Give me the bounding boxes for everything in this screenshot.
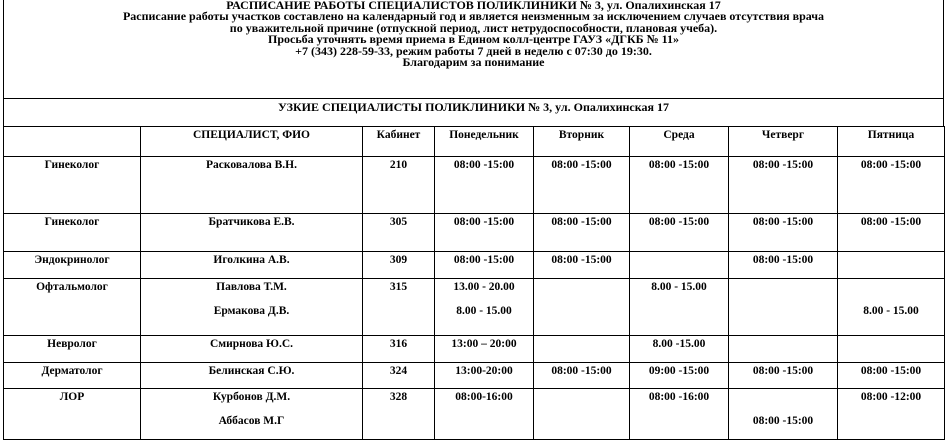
table-row [4, 279, 945, 336]
tuesday-cell: 08:00 -15:00 [551, 365, 612, 377]
monday-cell: 08:00-16:00 [455, 391, 513, 403]
col-header-room: Кабинет [363, 127, 435, 157]
section-subtitle [3, 99, 944, 127]
col-header-doctor: СПЕЦИАЛИСТ, ФИО [141, 127, 363, 157]
specialty-cell: Гинеколог [44, 159, 100, 171]
col-header-tuesday: Вторник [534, 127, 630, 157]
col-header-thursday: Четверг [729, 127, 838, 157]
wednesday-cell [630, 252, 728, 254]
thursday-cell: 08:00 -15:00 [752, 254, 814, 266]
monday-cell: 13:00-20:00 [455, 365, 513, 377]
col-header-monday: Понедельник [435, 127, 534, 157]
thursday-cell-second: 08:00 -15:00 [752, 415, 814, 427]
monday-cell-second: 8.00 - 15.00 [456, 305, 512, 317]
doctor-cell-second: Ермакова Д.В. [213, 305, 290, 317]
header-phone-line: +7 (343) 228-59-33, режим работы 7 дней в неделю с 07:30 до 19:30. [295, 43, 652, 58]
friday-cell [838, 279, 944, 281]
room-cell: 309 [389, 254, 408, 266]
friday-cell: 08:00 -15:00 [860, 159, 922, 171]
col-header-wednesday: Среда [630, 127, 729, 157]
doctor-cell: Белинская С.Ю. [208, 365, 295, 377]
wednesday-cell: 08:00 -16:00 [648, 391, 710, 403]
tuesday-cell [534, 279, 629, 281]
friday-cell: 08:00 -15:00 [860, 365, 922, 377]
doctor-cell: Иголкина А.В. [213, 254, 290, 266]
doctor-cell: Смирнова Ю.С. [209, 338, 294, 350]
thursday-cell [729, 279, 837, 281]
doctor-cell: Братчикова Е.В. [208, 216, 295, 228]
friday-cell: 08:00 -12:00 [860, 391, 922, 403]
room-cell: 305 [389, 216, 408, 228]
specialists-table [3, 126, 945, 440]
header-line: по уважительной причине (отпускной период, лист нетрудоспособности, плановая учеба). [229, 20, 718, 35]
tuesday-cell [534, 336, 629, 338]
thursday-cell [729, 336, 837, 338]
specialty-cell: ЛОР [59, 391, 85, 403]
monday-cell: 08:00 -15:00 [453, 216, 515, 228]
specialty-cell: Дерматолог [41, 365, 103, 377]
table-row [4, 214, 945, 252]
monday-cell: 13.00 - 20.00 [453, 281, 515, 293]
table-row [4, 252, 945, 279]
tuesday-cell: 08:00 -15:00 [551, 216, 612, 228]
monday-cell: 13:00 – 20:00 [451, 338, 517, 350]
table-row [4, 389, 945, 440]
col-header-friday: Пятница [838, 127, 945, 157]
doctor-cell: Павлова Т.М. [216, 281, 287, 293]
table-header-row [4, 127, 945, 157]
thursday-cell [729, 389, 837, 391]
thursday-cell: 08:00 -15:00 [752, 365, 814, 377]
schedule-sheet [3, 0, 943, 446]
header-line: Просьба уточнять время приема в Едином колл-центре ГАУЗ «ДГКБ № 11» [267, 32, 679, 47]
thursday-cell: 08:00 -15:00 [752, 216, 814, 228]
room-cell: 328 [389, 391, 408, 403]
wednesday-cell: 09:00 -15:00 [648, 365, 710, 377]
friday-cell-second: 8.00 - 15.00 [863, 305, 919, 317]
monday-cell: 08:00 -15:00 [453, 159, 515, 171]
header-title: РАСПИСАНИЕ РАБОТЫ СПЕЦИАЛИСТОВ ПОЛИКЛИНИКИ № 3, ул. Опалихинская 17 [226, 0, 721, 12]
friday-cell [838, 336, 944, 338]
wednesday-cell: 08:00 -15:00 [648, 159, 710, 171]
tuesday-cell [534, 389, 629, 391]
header-line: Расписание работы участков составлено на календарный год и является неизменным за исключением случаев отсутствия врача [122, 9, 825, 24]
room-cell: 210 [389, 159, 408, 171]
room-cell: 324 [389, 365, 408, 377]
table-row [4, 157, 945, 214]
wednesday-cell: 8.00 - 15.00 [651, 281, 707, 293]
monday-cell: 08:00 -15:00 [453, 254, 515, 266]
specialty-cell: Офтальмолог [36, 281, 108, 293]
wednesday-cell: 8.00 -15.00 [652, 338, 706, 350]
doctor-cell: Расковалова В.Н. [206, 159, 297, 171]
specialty-cell: Невролог [47, 338, 97, 350]
table-row [4, 336, 945, 363]
wednesday-cell: 08:00 -15:00 [648, 216, 710, 228]
doctor-cell: Курбонов Д.М. [212, 391, 291, 403]
room-cell: 316 [389, 338, 408, 350]
thursday-cell: 08:00 -15:00 [752, 159, 814, 171]
specialty-cell: Гинеколог [44, 216, 100, 228]
friday-cell: 08:00 -15:00 [860, 216, 922, 228]
col-header [4, 127, 141, 157]
table-row [4, 363, 945, 389]
tuesday-cell: 08:00 -15:00 [551, 254, 612, 266]
room-cell: 315 [389, 281, 408, 293]
specialty-cell: Эндокринолог [34, 254, 110, 266]
friday-cell [838, 252, 944, 254]
doctor-cell-second: Аббасов М.Г [218, 415, 285, 427]
section-subtitle-text: УЗКИЕ СПЕЦИАЛИСТЫ ПОЛИКЛИНИКИ № 3, ул. Опалихинская 17 [278, 100, 669, 114]
tuesday-cell: 08:00 -15:00 [551, 159, 612, 171]
schedule-header [3, 0, 944, 99]
header-thanks: Благодарим за понимание [402, 55, 545, 70]
